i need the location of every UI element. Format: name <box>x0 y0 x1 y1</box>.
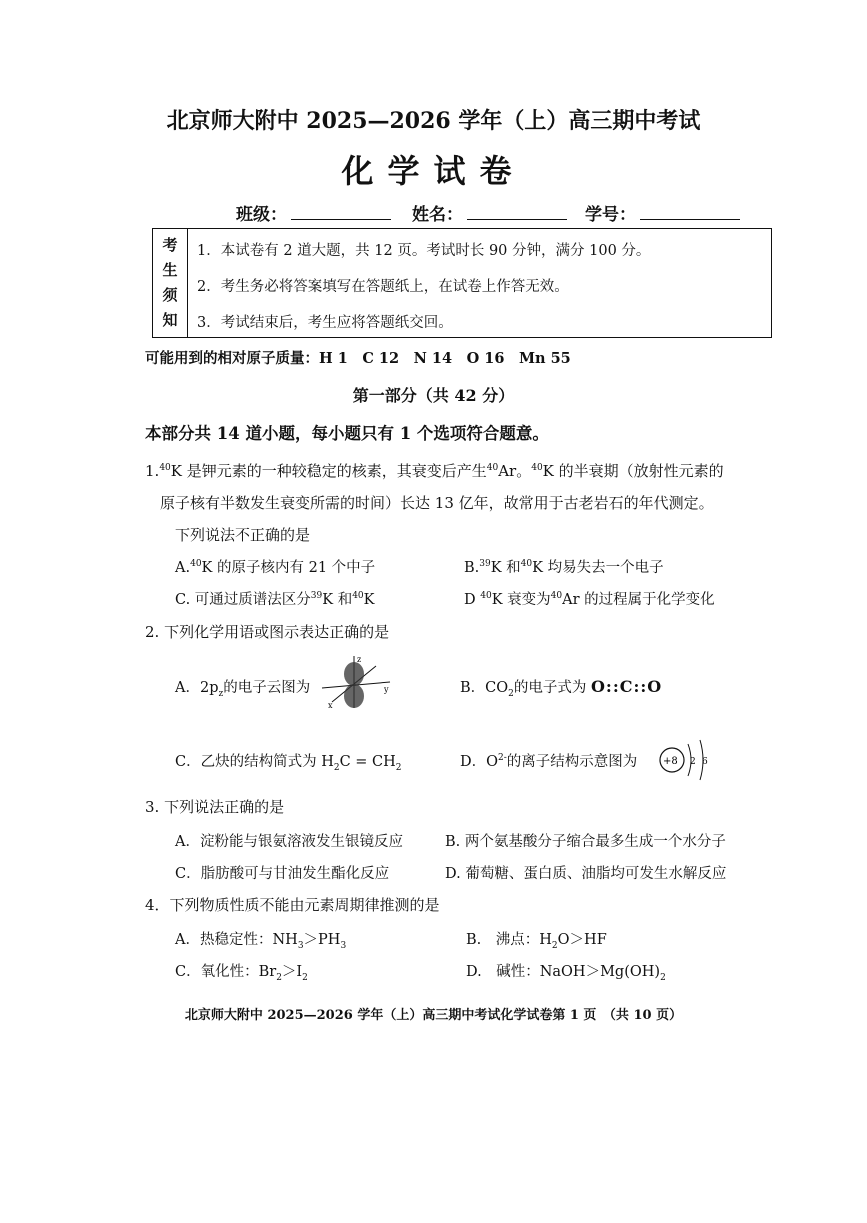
q1-option-b[interactable] <box>464 556 664 577</box>
subscript: 2 <box>395 762 402 773</box>
mass-number: 40 <box>520 559 533 570</box>
q3-option-d[interactable]: D. 葡萄糖、蛋白质、油脂均可发生水解反应 <box>445 866 727 882</box>
q1-text: K 是钾元素的一种较稳定的核素，其衰变后产生 <box>170 462 487 480</box>
notice-label-char: 知 <box>162 311 178 329</box>
name-label: 姓名： <box>412 205 463 225</box>
option-text: O＞HF <box>557 932 607 948</box>
page-footer: 北京师大附中 2025—2026 学年（上）高三期中考试化学试卷第 1 页 （共 10 页） <box>184 1008 683 1023</box>
nucleus-charge: +8 <box>663 756 678 767</box>
option-text: ＞PH <box>303 932 341 948</box>
option-text: C．氧化性：Br <box>175 964 277 980</box>
subject-title: 化学试卷 <box>341 152 526 190</box>
q2-stem: 2. 下列化学用语或图示表达正确的是 <box>145 623 390 641</box>
q4-stem: 4．下列物质性质不能由元素周期律推测的是 <box>145 896 440 914</box>
option-text: K <box>363 592 375 608</box>
option-text: 的电子云图为 <box>223 680 311 696</box>
id-blank[interactable] <box>640 205 740 220</box>
q3-option-a[interactable]: A．淀粉能与银氨溶液发生银镜反应 <box>175 834 403 850</box>
subscript: 3 <box>297 940 304 951</box>
q1-line2: 原子核有半数发生衰变所需的时间）长达 13 亿年，故常用于古老岩石的年代测定。 <box>160 494 714 512</box>
subscript: z <box>218 688 224 699</box>
notice-label-char: 考 <box>162 236 178 254</box>
superscript: 2- <box>498 753 507 764</box>
notice-item-1: 1．本试卷有 2 道大题，共 12 页。考试时长 90 分钟，满分 100 分。 <box>197 243 651 259</box>
option-text: C．乙炔的结构简式为 H <box>175 754 334 770</box>
option-text: K 和 <box>490 560 521 576</box>
q1-text: Ar。 <box>498 462 532 480</box>
q4-option-d[interactable] <box>466 960 666 983</box>
option-text: K 衰变为 <box>491 592 551 608</box>
notice-label-char: 须 <box>162 286 178 304</box>
electron-cloud-diagram <box>318 652 394 712</box>
mass-number: 39 <box>479 559 491 570</box>
class-field <box>236 200 391 225</box>
subscript: 2 <box>302 972 308 983</box>
q4-option-c[interactable] <box>175 960 308 983</box>
q1-option-c[interactable] <box>175 588 375 609</box>
q2-option-d[interactable] <box>460 750 637 771</box>
axis-label: x <box>328 701 333 710</box>
atomic-masses: 可能用到的相对原子质量：H 1 C 12 N 14 O 16 Mn 55 <box>145 350 571 367</box>
part1-instruction: 本部分共 14 道小题，每小题只有 1 个选项符合题意。 <box>145 424 549 443</box>
ion-structure-diagram <box>656 734 714 784</box>
name-field <box>412 200 567 225</box>
option-text: A．2p <box>175 680 219 696</box>
option-text: B. 沸点：H <box>466 932 552 948</box>
school-title: 北京师大附中 2025—2026 学年（上）高三期中考试 <box>166 108 701 134</box>
part1-title: 第一部分（共 42 分） <box>352 386 515 405</box>
option-text: 的离子结构示意图为 <box>506 754 638 770</box>
option-text: K 的原子核内有 21 个中子 <box>201 560 376 576</box>
axis-label: z <box>357 655 362 664</box>
q1-number: 1. <box>145 462 160 480</box>
subscript: 2 <box>333 762 340 773</box>
q1-line3: 下列说法不正确的是 <box>175 526 311 544</box>
subscript: 2 <box>660 972 666 983</box>
subscript: 2 <box>508 688 514 699</box>
q3-stem: 3. 下列说法正确的是 <box>145 798 285 816</box>
mass-number: 40 <box>352 591 364 602</box>
q1-line1 <box>145 460 724 481</box>
option-text: D. 碱性：NaOH＞Mg(OH) <box>466 964 661 980</box>
option-text: A．热稳定性：NH <box>175 932 298 948</box>
mass-number: 40 <box>190 559 202 570</box>
q1-option-a[interactable] <box>175 556 375 577</box>
id-label: 学号： <box>585 205 636 225</box>
notice-label <box>153 229 188 337</box>
exam-notice-box <box>152 228 772 338</box>
option-text: C. 可通过质谱法区分 <box>175 592 311 608</box>
mass-number: 40 <box>531 463 543 473</box>
notice-label-char: 生 <box>162 261 178 279</box>
option-text: D．O <box>460 754 499 770</box>
q3-option-c[interactable]: C．脂肪酸可与甘油发生酯化反应 <box>175 866 390 882</box>
q2-option-a[interactable] <box>175 676 310 699</box>
q4-option-b[interactable] <box>466 928 607 951</box>
subscript: 2 <box>551 940 558 951</box>
shell-electrons: 6 <box>702 757 708 767</box>
q1-text: K 的半衰期（放射性元素的 <box>542 462 724 480</box>
option-letter: B. <box>464 560 480 576</box>
q2-option-c[interactable] <box>175 750 402 773</box>
shell-electrons: 2 <box>690 757 696 767</box>
option-text: ＞I <box>281 964 303 980</box>
q2-option-b[interactable] <box>460 676 662 699</box>
mass-number: 40 <box>480 591 492 602</box>
q1-option-d[interactable] <box>464 588 715 609</box>
option-letter: D <box>464 592 476 608</box>
id-field <box>585 200 740 225</box>
option-text: 的电子式为 <box>513 680 587 696</box>
notice-item-3: 3．考试结束后，考生应将答题纸交回。 <box>197 315 453 331</box>
subscript: 3 <box>340 940 347 951</box>
option-text: K 均易失去一个电子 <box>532 560 664 576</box>
class-blank[interactable] <box>291 205 391 220</box>
co2-electron-formula: O::C::O <box>590 677 663 696</box>
q4-option-a[interactable] <box>175 928 346 951</box>
option-text: B．CO <box>460 680 509 696</box>
option-text: C = CH <box>339 754 396 770</box>
axis-label: y <box>384 685 389 694</box>
mass-number: 40 <box>486 463 499 473</box>
name-blank[interactable] <box>467 205 567 220</box>
notice-item-2: 2．考生务必将答案填写在答题纸上，在试卷上作答无效。 <box>197 279 569 295</box>
q3-option-b[interactable]: B. 两个氨基酸分子缩合最多生成一个水分子 <box>445 834 726 850</box>
subscript: 2 <box>276 972 282 983</box>
class-label: 班级： <box>236 205 287 225</box>
option-text: Ar 的过程属于化学变化 <box>562 592 715 608</box>
mass-number: 40 <box>159 463 171 473</box>
option-letter: A. <box>175 560 191 576</box>
mass-number: 39 <box>310 591 323 602</box>
mass-number: 40 <box>550 591 563 602</box>
option-text: K 和 <box>322 592 353 608</box>
